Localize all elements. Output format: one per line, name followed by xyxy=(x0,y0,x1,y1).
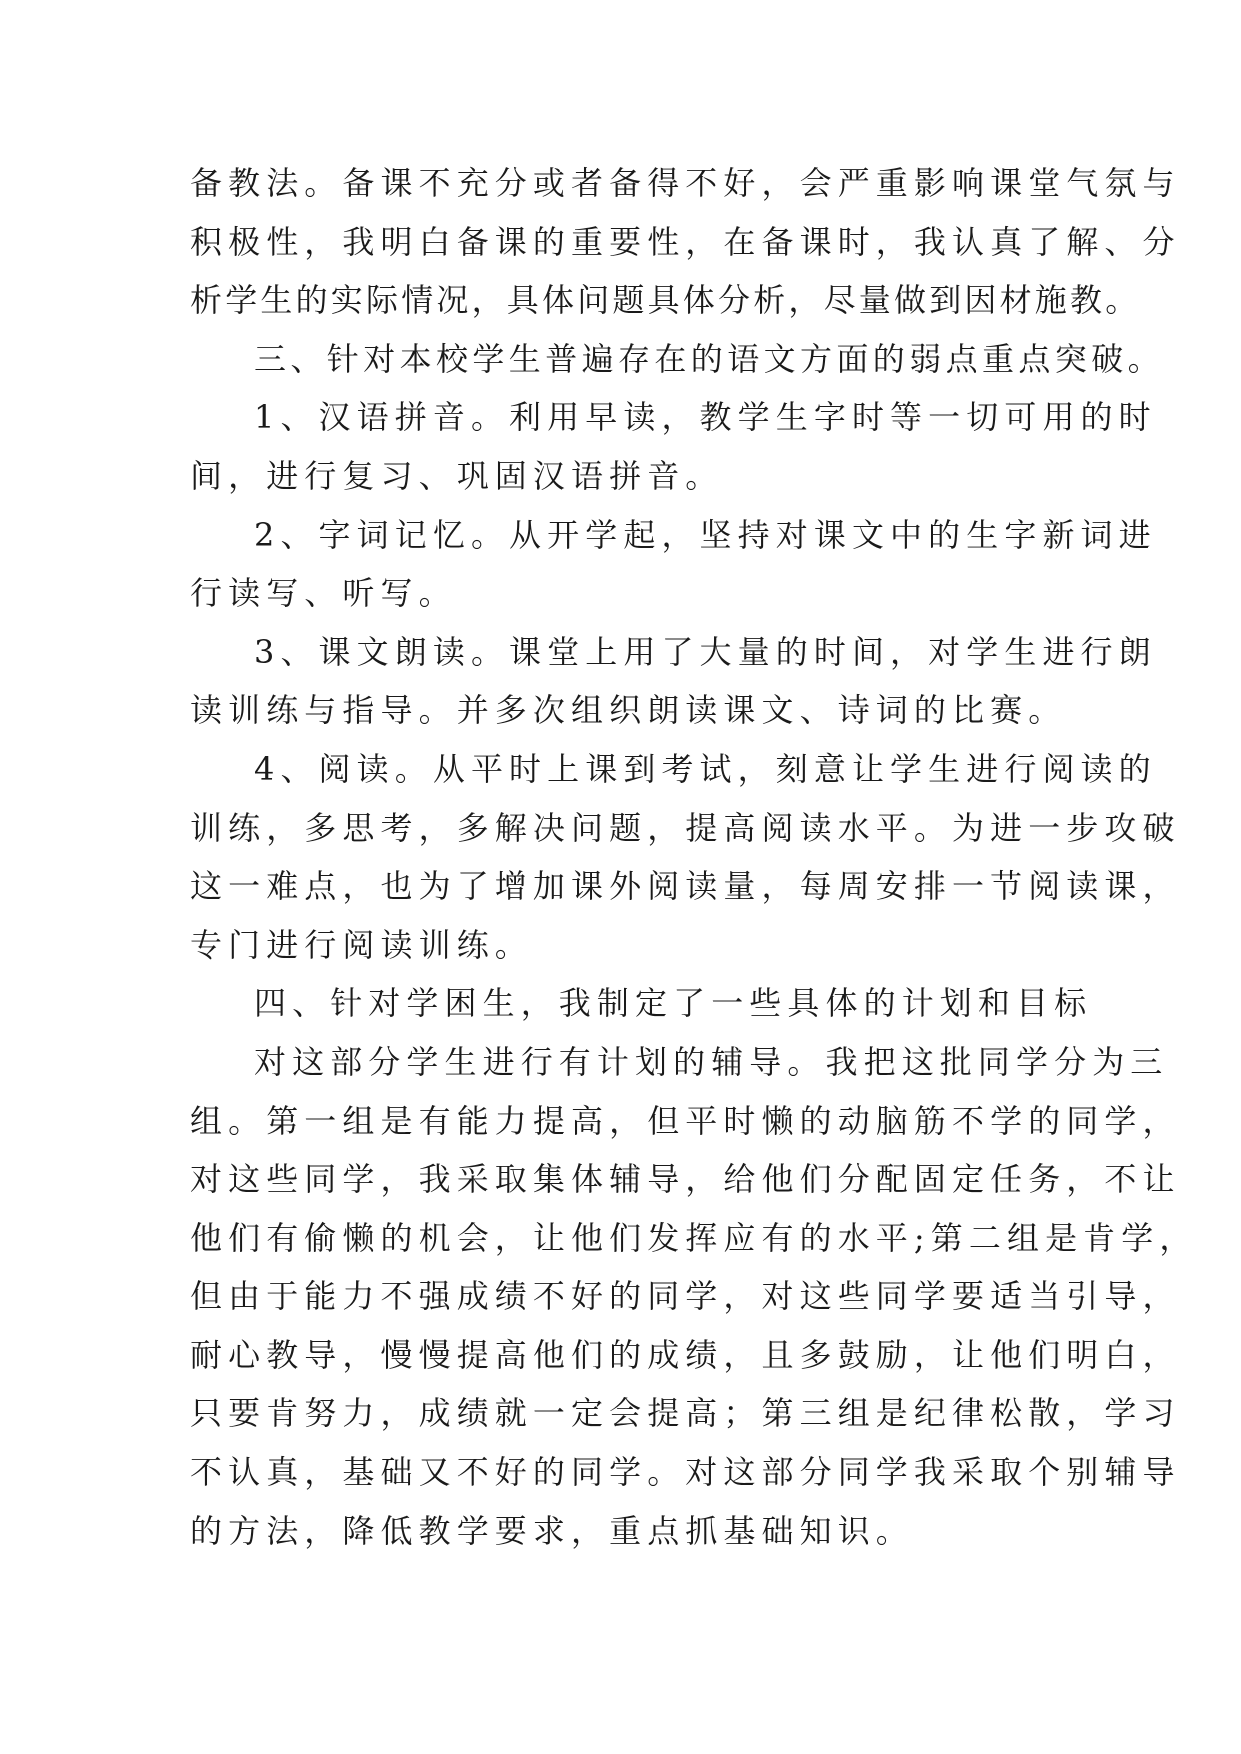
paragraph-start: 对这部分学生进行有计划的辅导。我把这批同学分为三 xyxy=(254,1042,1169,1081)
section-heading-4: 四、针对学困生，我制定了一些具体的计划和目标 xyxy=(254,984,1093,1023)
text-line: 读训练与指导。并多次组织朗读课文、诗词的比赛。 xyxy=(190,691,1067,730)
text-line: 积极性，我明白备课的重要性，在备课时，我认真了解、分 xyxy=(190,222,1181,261)
list-item-2: 2、字词记忆。从开学起，坚持对课文中的生字新词进 xyxy=(254,515,1157,554)
text-line: 间，进行复习、巩固汉语拼音。 xyxy=(190,456,724,495)
text-line: 训练，多思考，多解决问题，提高阅读水平。为进一步攻破 xyxy=(190,808,1181,847)
list-item-1: 1、汉语拼音。利用早读，教学生字时等一切可用的时 xyxy=(254,398,1157,437)
text-line: 的方法，降低教学要求，重点抓基础知识。 xyxy=(190,1511,914,1550)
text-line: 只要肯努力，成绩就一定会提高；第三组是纪律松散，学习 xyxy=(190,1394,1181,1433)
text-line: 行读写、听写。 xyxy=(190,574,457,613)
document-body xyxy=(190,154,1198,1560)
section-heading-3: 三、针对本校学生普遍存在的语文方面的弱点重点突破。 xyxy=(254,339,1165,378)
text-line: 耐心教导，慢慢提高他们的成绩，且多鼓励，让他们明白， xyxy=(190,1335,1181,1374)
text-line: 备教法。备课不充分或者备得不好，会严重影响课堂气氛与 xyxy=(190,164,1181,202)
list-item-4: 4、阅读。从平时上课到考试，刻意让学生进行阅读的 xyxy=(254,749,1157,788)
text-line: 对这些同学，我采取集体辅导，给他们分配固定任务，不让 xyxy=(190,1160,1181,1199)
text-line: 析学生的实际情况，具体问题具体分析，尽量做到因材施教。 xyxy=(190,281,1141,320)
text-line: 他们有偷懒的机会，让他们发挥应有的水平;第二组是肯学， xyxy=(190,1218,1198,1257)
list-item-3: 3、课文朗读。课堂上用了大量的时间，对学生进行朗 xyxy=(254,632,1157,671)
text-line: 不认真，基础又不好的同学。对这部分同学我采取个别辅导 xyxy=(190,1453,1181,1492)
text-line: 专门进行阅读训练。 xyxy=(190,925,533,964)
text-line: 但由于能力不强成绩不好的同学，对这些同学要适当引导， xyxy=(190,1277,1181,1316)
text-line: 组。第一组是有能力提高，但平时懒的动脑筋不学的同学， xyxy=(190,1101,1181,1140)
text-line: 这一难点，也为了增加课外阅读量，每周安排一节阅读课， xyxy=(190,867,1181,906)
